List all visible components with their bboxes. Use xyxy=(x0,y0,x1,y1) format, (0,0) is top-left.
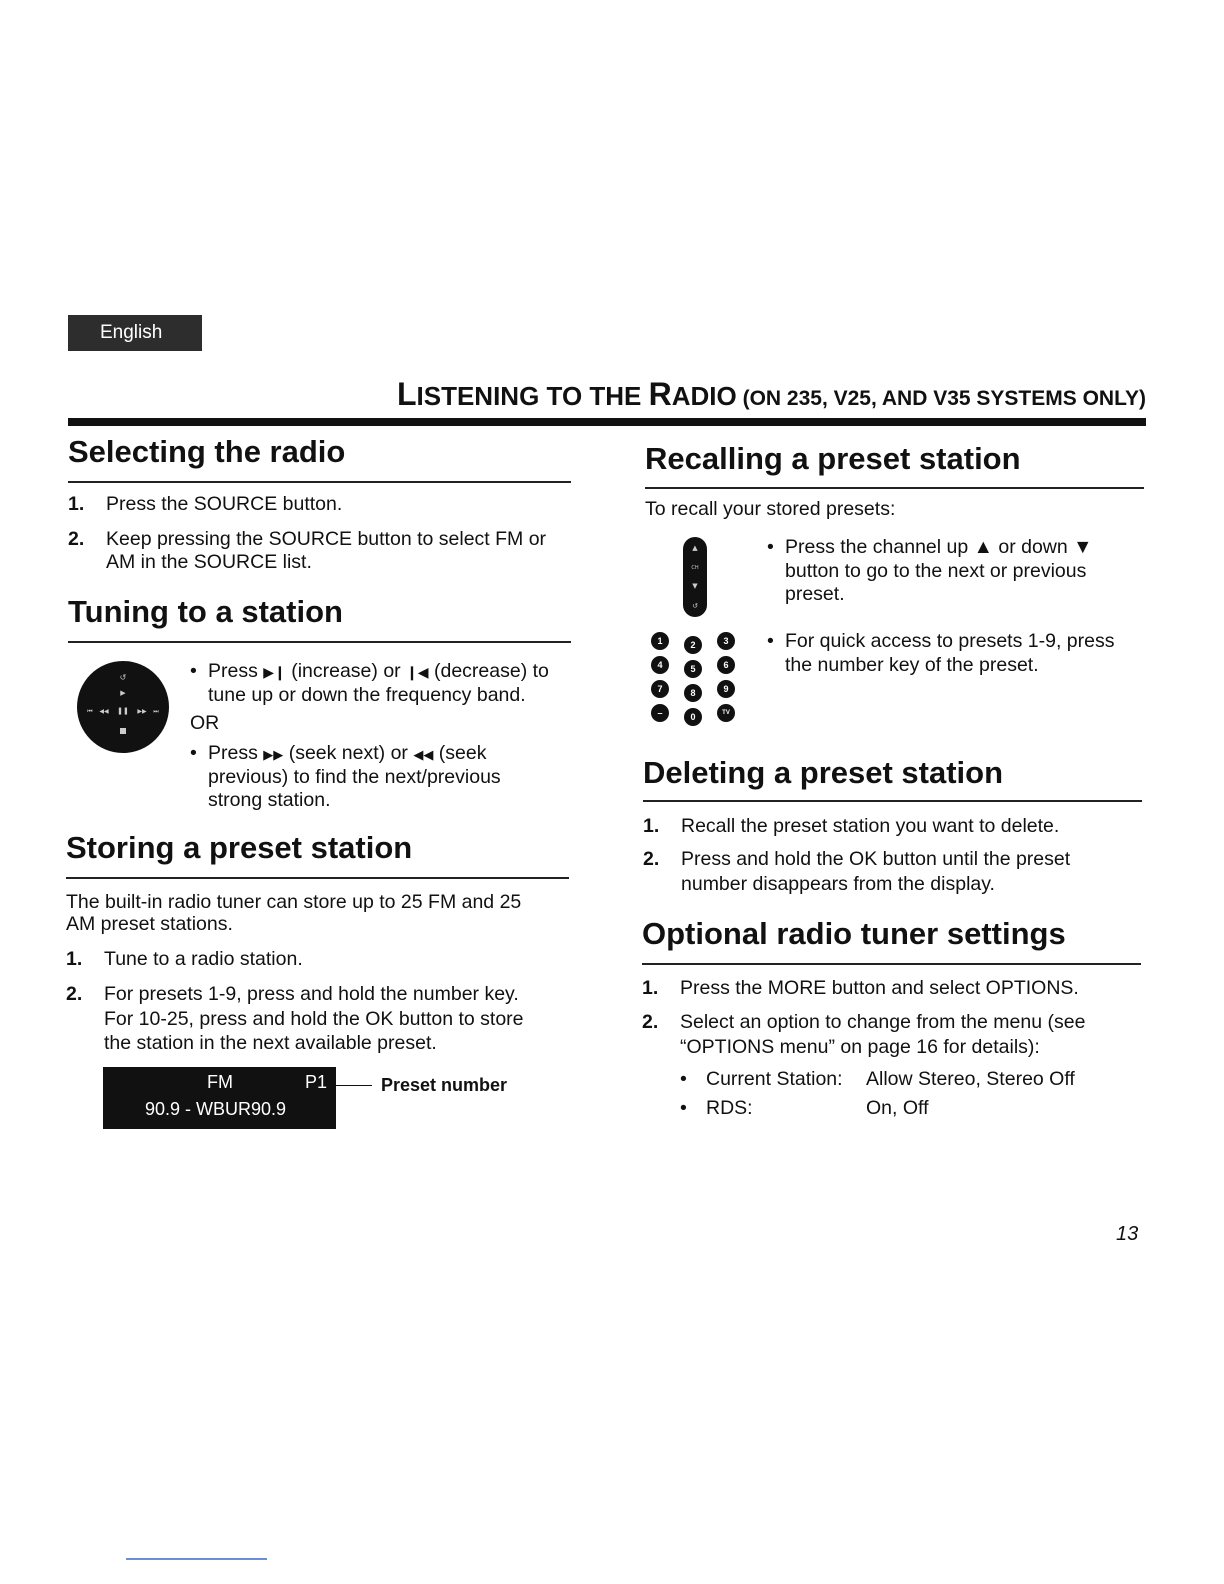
deleting-step-2: 2. Press and hold the OK button until the preset number disappears from the display. xyxy=(643,848,1071,895)
keypad-key: 7 xyxy=(651,680,669,698)
keypad-key: 1 xyxy=(651,632,669,650)
page-number: 13 xyxy=(1116,1223,1139,1245)
recalling-intro: To recall your stored presets: xyxy=(645,498,896,520)
seek-previous-icon: ◀◀ xyxy=(413,747,434,762)
title-rule xyxy=(68,418,1146,426)
tuning-bullet-2: • Press ▶▶ (seek next) or ◀◀ (seek previous) to find the next/previous strong station. xyxy=(190,742,501,811)
tuning-heading: Tuning to a station xyxy=(68,594,343,629)
recalling-bullet-1: • Press the channel up ▲ or down ▼ button to go to the next or previous preset. xyxy=(767,536,1093,605)
keypad-key: TV xyxy=(717,704,735,722)
svg-text:↺: ↺ xyxy=(692,602,698,610)
svg-text:◀◀: ◀◀ xyxy=(99,708,109,715)
deleting-heading: Deleting a preset station xyxy=(643,755,1004,790)
next-track-icon: ▶❙ xyxy=(263,664,286,680)
radio-display xyxy=(103,1067,336,1129)
setting-current-station: • Current Station: Allow Stereo, Stereo Off xyxy=(680,1068,1075,1090)
setting-rds: • RDS: On, Off xyxy=(680,1097,929,1119)
svg-text:▼: ▼ xyxy=(692,582,698,590)
tuning-rule xyxy=(68,641,571,643)
deleting-rule xyxy=(643,800,1142,802)
svg-text:⏭: ⏭ xyxy=(153,708,159,715)
keypad-key: 6 xyxy=(717,656,735,674)
storing-intro-line-1: The built-in radio tuner can store up to 25 FM and 25 xyxy=(66,891,522,913)
keypad-key: 2 xyxy=(684,636,702,654)
recalling-rule xyxy=(645,487,1144,489)
recalling-heading: Recalling a preset station xyxy=(645,441,1021,476)
svg-text:▶: ▶ xyxy=(120,689,126,697)
keypad-key: 3 xyxy=(717,632,735,650)
channel-up-icon: ▲ xyxy=(973,536,993,558)
callout-line xyxy=(336,1085,372,1086)
storing-rule xyxy=(66,877,569,879)
display-station: 90.9 - WBUR90.9 xyxy=(145,1099,287,1119)
svg-text:CH: CH xyxy=(691,565,699,571)
optional-rule xyxy=(642,963,1141,965)
svg-text:▲: ▲ xyxy=(692,544,698,552)
optional-step-2: 2. Select an option to change from the menu (see “OPTIONS menu” on page 16 for details): xyxy=(642,1011,1086,1058)
tuning-or: OR xyxy=(190,712,220,734)
recalling-bullet-2: • For quick access to presets 1-9, press the number key of the preset. xyxy=(767,630,1115,676)
keypad-key: 0 xyxy=(684,708,702,726)
storing-heading: Storing a preset station xyxy=(66,830,413,865)
preset-number-callout: Preset number xyxy=(381,1075,508,1095)
deleting-step-1: 1. Recall the preset station you want to delete. xyxy=(643,815,1060,837)
selecting-step-2: 2. Keep pressing the SOURCE button to select FM or AM in the SOURCE list. xyxy=(68,528,547,573)
navigation-pad-icon xyxy=(76,660,170,754)
previous-track-icon: ❙◀ xyxy=(406,664,429,680)
storing-step-1: 1. Tune to a radio station. xyxy=(66,948,303,970)
keypad-key: – xyxy=(651,704,669,722)
svg-text:↺: ↺ xyxy=(119,673,127,682)
keypad-key: 8 xyxy=(684,684,702,702)
svg-text:❚❚: ❚❚ xyxy=(117,707,129,715)
page-title: LISTENING TO THE RADIO (ON 235, V25, AND V35 SYSTEMS ONLY) xyxy=(396,376,1146,412)
display-band: FM xyxy=(207,1072,233,1092)
channel-down-icon: ▼ xyxy=(1073,536,1093,558)
keypad-key: 9 xyxy=(717,680,735,698)
selecting-heading: Selecting the radio xyxy=(68,434,346,469)
display-preset: P1 xyxy=(305,1072,328,1092)
keypad-key: 4 xyxy=(651,656,669,674)
language-tab: English xyxy=(68,315,202,351)
footer-line xyxy=(126,1558,267,1560)
optional-step-1: 1. Press the MORE button and select OPTIONS. xyxy=(642,977,1079,999)
selecting-step-1: 1. Press the SOURCE button. xyxy=(68,493,343,515)
selecting-rule xyxy=(68,481,571,483)
optional-heading: Optional radio tuner settings xyxy=(642,916,1066,951)
tuning-bullet-1: • Press ▶❙ (increase) or ❙◀ (decrease) to tune up or down the frequency band. xyxy=(190,660,549,706)
seek-next-icon: ▶▶ xyxy=(263,747,284,762)
storing-intro-line-2: AM preset stations. xyxy=(66,913,233,935)
storing-step-2: 2. For presets 1-9, press and hold the number key. For 10-25, press and hold the OK button to store the station in the next available preset. xyxy=(66,983,524,1054)
keypad-key: 5 xyxy=(684,660,702,678)
svg-text:⏮: ⏮ xyxy=(87,708,93,715)
channel-rocker-icon xyxy=(682,536,708,618)
number-keypad-icon xyxy=(651,632,741,732)
svg-text:▶▶: ▶▶ xyxy=(137,708,147,715)
